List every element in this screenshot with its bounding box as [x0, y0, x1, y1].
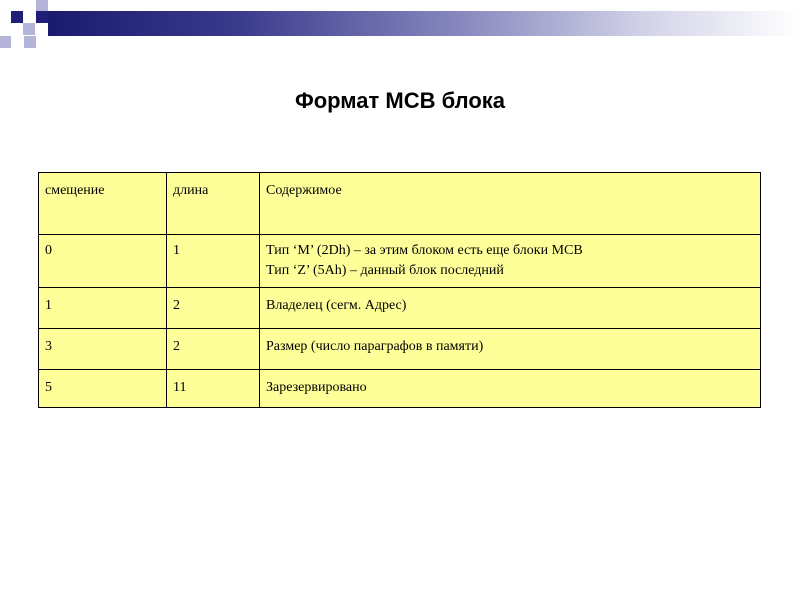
cell-offset: 5: [39, 370, 167, 408]
mcb-format-table: [38, 172, 761, 408]
table-row: [39, 370, 761, 408]
cell-content-line: Тип ‘M’ (2Dh) – за этим блоком есть еще блоки MCB: [266, 243, 583, 258]
decor-square-1: [11, 11, 23, 23]
table-row: [39, 288, 761, 329]
cell-offset: 3: [39, 329, 167, 370]
cell-content: Владелец (сегм. Адрес): [260, 288, 761, 329]
cell-content: Зарезервировано: [260, 370, 761, 408]
cell-offset: 1: [39, 288, 167, 329]
cell-content-line: Тип ‘Z’ (5Ah) – данный блок последний: [266, 263, 504, 278]
cell-length: 1: [167, 235, 260, 288]
decor-square-2: [23, 23, 35, 35]
cell-length: 2: [167, 329, 260, 370]
cell-offset: 0: [39, 235, 167, 288]
header-offset: смещение: [39, 173, 167, 235]
cell-content: Размер (число параграфов в памяти): [260, 329, 761, 370]
decor-square-4: [36, 11, 48, 23]
header-gradient-bar: [48, 11, 800, 36]
decor-square-5: [0, 36, 11, 48]
cell-length: 2: [167, 288, 260, 329]
decor-square-6: [24, 36, 36, 48]
header-content: Содержимое: [260, 173, 761, 235]
cell-length: 11: [167, 370, 260, 408]
table-row: [39, 235, 761, 288]
header-length: длина: [167, 173, 260, 235]
decor-square-3: [36, 0, 48, 11]
table-header-row: [39, 173, 761, 235]
table-row: [39, 329, 761, 370]
slide-title: [0, 88, 800, 114]
slide-title-text: Формат MCB блока: [294, 88, 506, 113]
cell-content: [260, 235, 761, 288]
